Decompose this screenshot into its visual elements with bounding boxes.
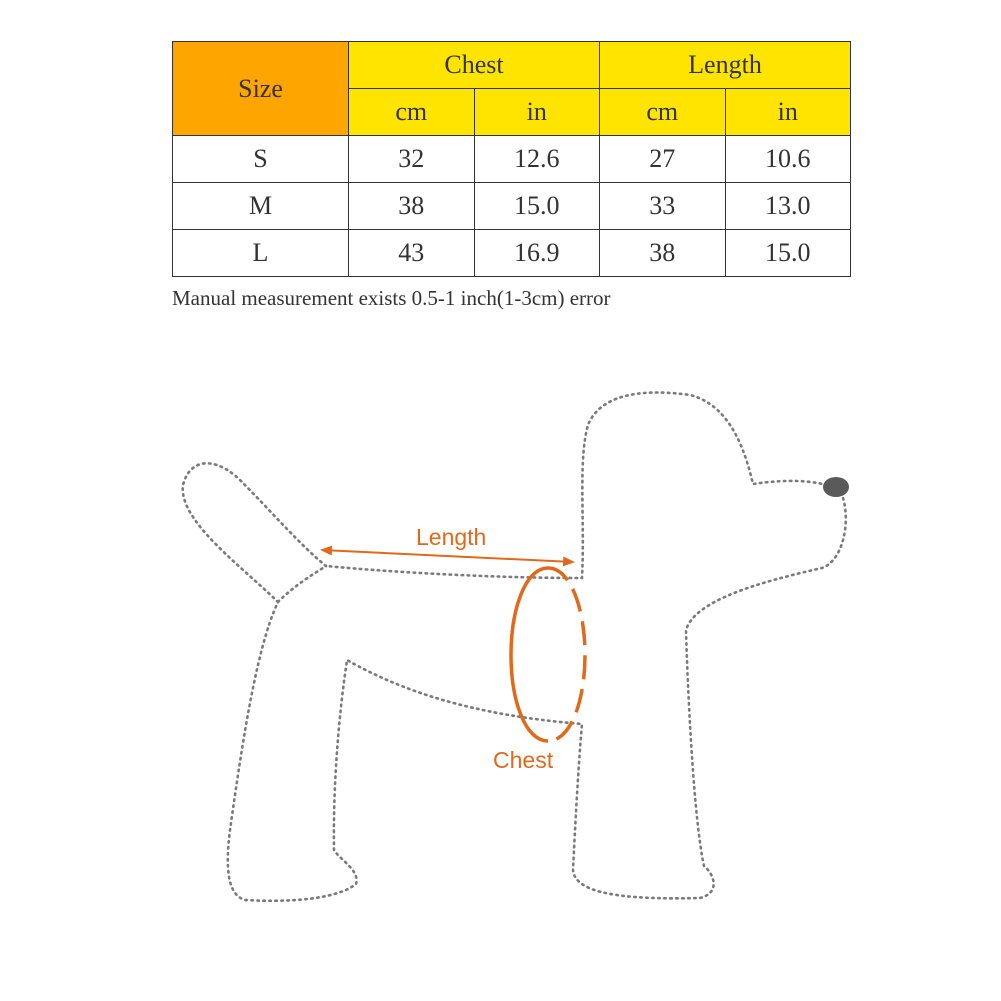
chest-loop-dashed [548,568,585,741]
measurement-note: Manual measurement exists 0.5-1 inch(1-3cm) error [172,286,611,310]
unit-header-length-in: in [725,89,851,136]
length-cm-cell: 38 [600,230,726,277]
unit-header-length-cm: cm [600,89,726,136]
size-cell: L [173,230,349,277]
length-group-header: Length [600,42,851,89]
chest-in-cell: 16.9 [474,230,600,277]
size-header: Size [173,42,349,136]
length-label: Length [416,524,487,550]
size-cell: S [173,136,349,183]
chest-label: Chest [493,747,554,773]
nose-icon [823,477,849,497]
length-in-cell: 10.6 [725,136,851,183]
size-cell: M [173,183,349,230]
unit-header-chest-in: in [474,89,600,136]
length-cm-cell: 27 [600,136,726,183]
chest-in-cell: 15.0 [474,183,600,230]
length-arrow [322,550,573,562]
chest-loop-solid [511,568,548,741]
length-cm-cell: 33 [600,183,726,230]
unit-header-chest-cm: cm [349,89,475,136]
chest-cm-cell: 43 [349,230,475,277]
chest-in-cell: 12.6 [474,136,600,183]
chest-cm-cell: 38 [349,183,475,230]
tail-base-line [278,566,326,602]
length-in-cell: 13.0 [725,183,851,230]
chest-cm-cell: 32 [349,136,475,183]
chest-group-header: Chest [349,42,600,89]
length-in-cell: 15.0 [725,230,851,277]
dog-outline [183,393,846,901]
